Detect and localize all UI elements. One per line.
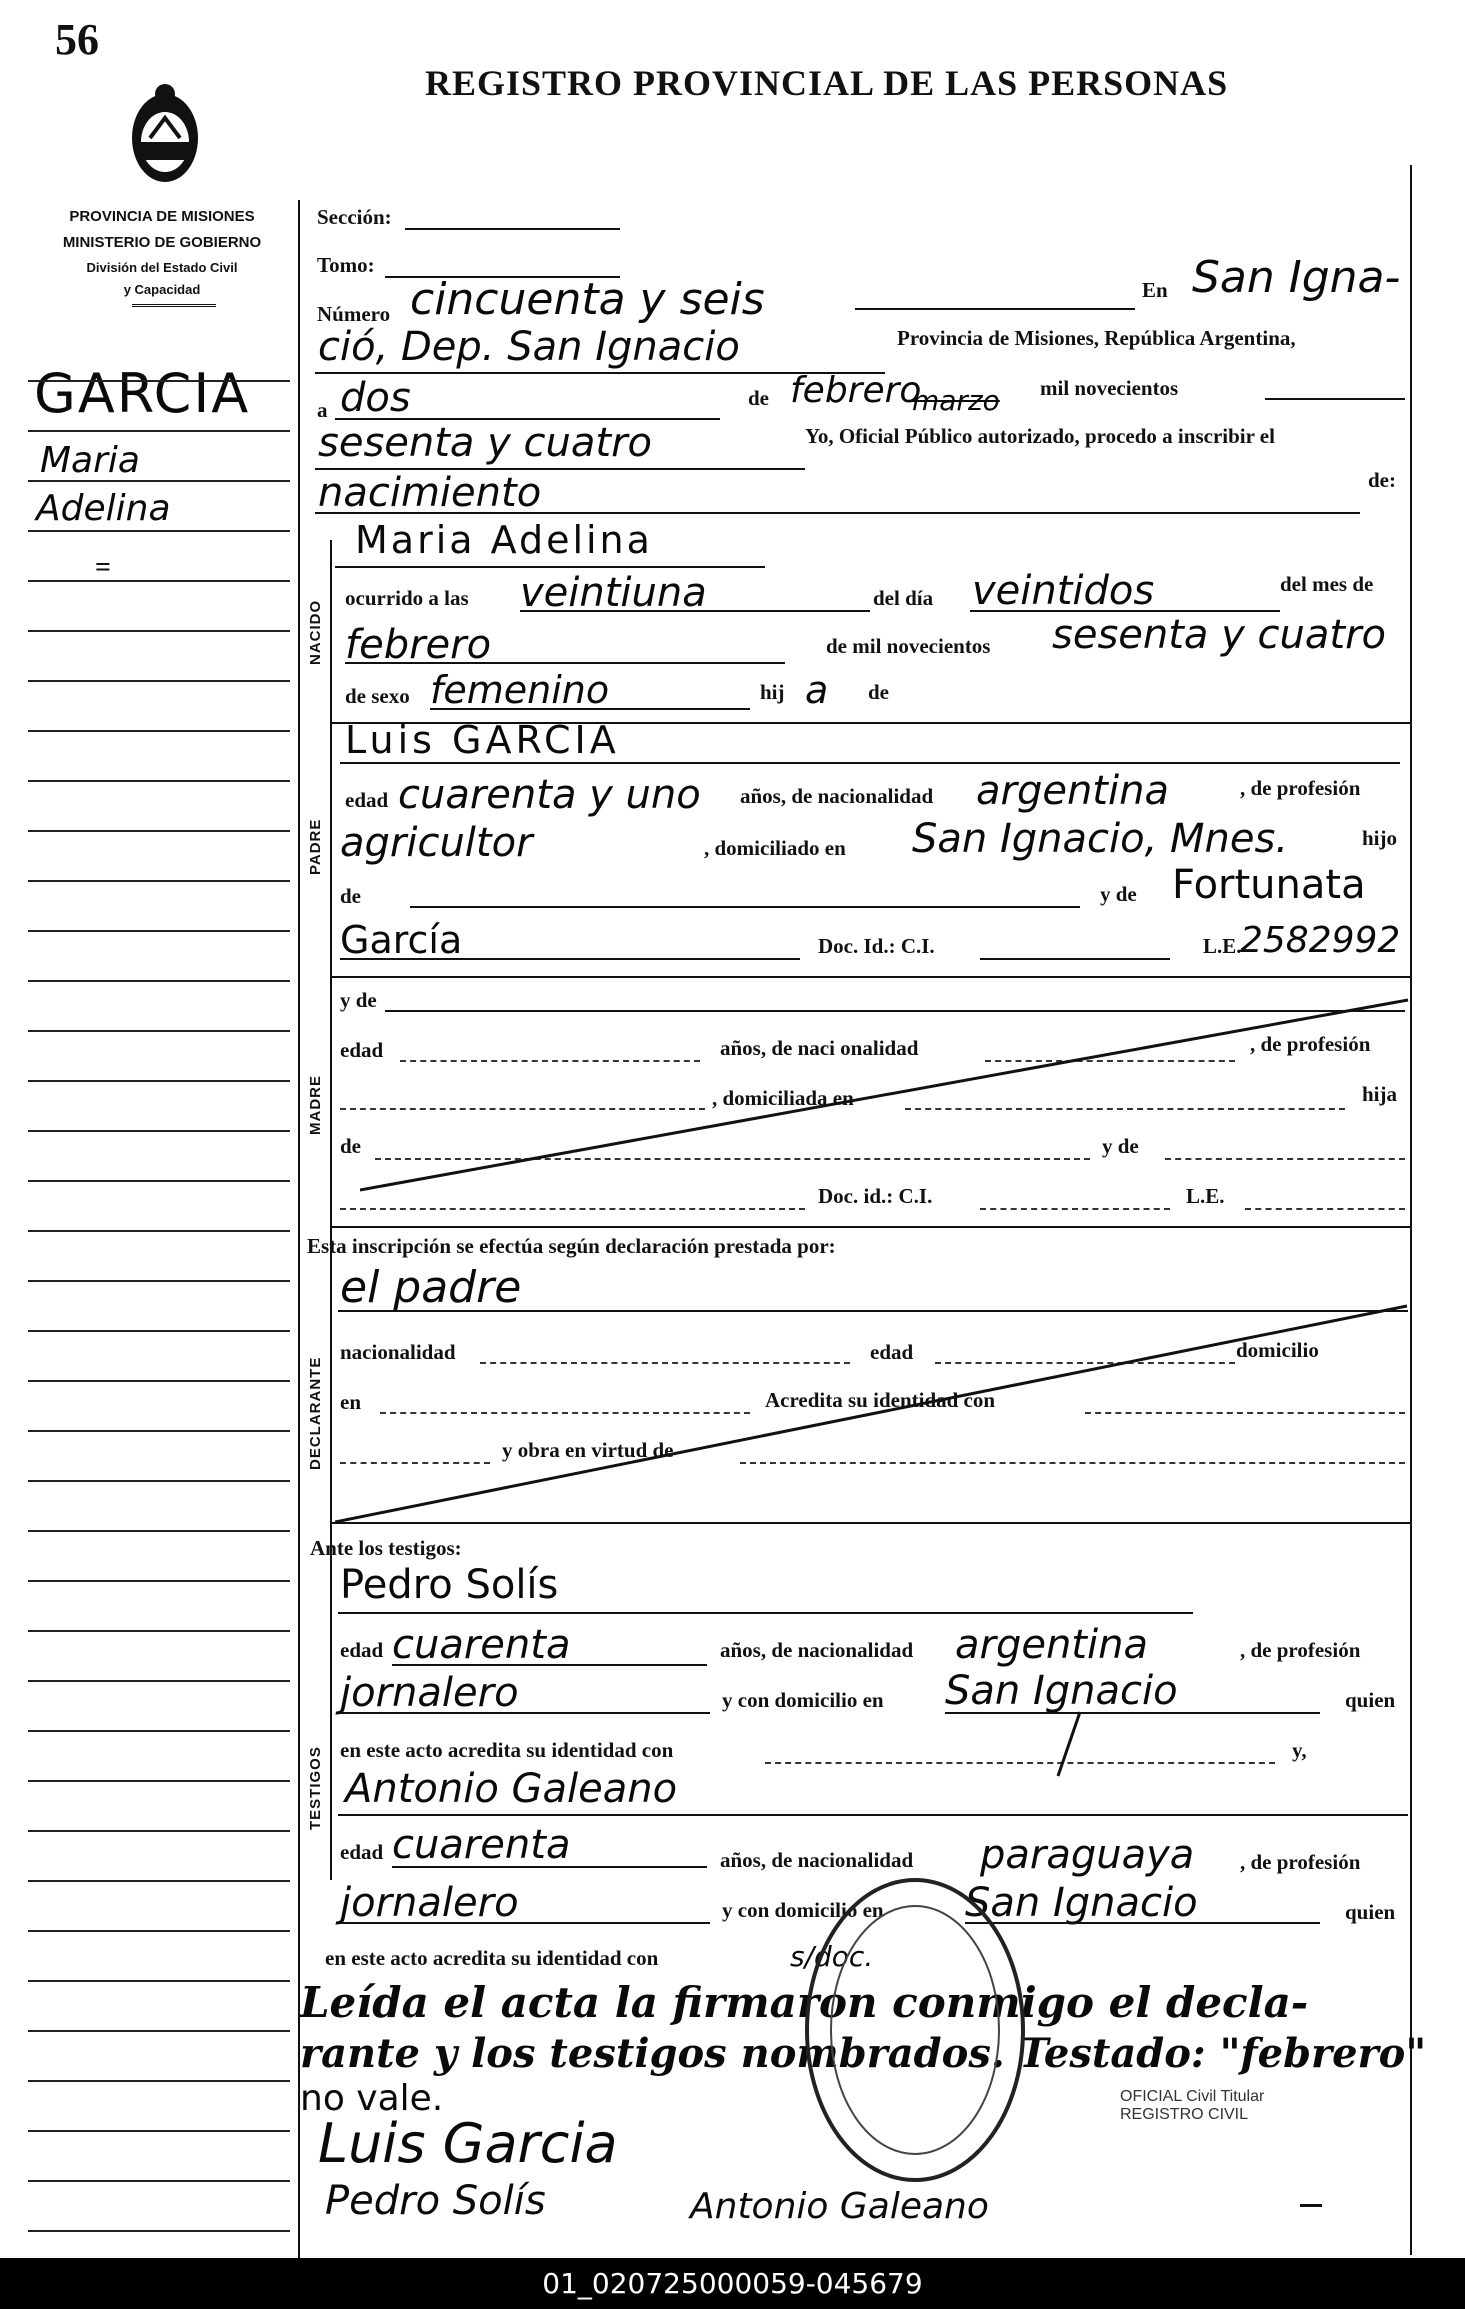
- declarante-section-label: DECLARANTE: [307, 1356, 324, 1470]
- page-number: 56: [55, 15, 99, 64]
- padre-anos-nac-label: años, de nacionalidad: [740, 784, 934, 808]
- de-mil-label: de mil novecientos: [826, 634, 991, 658]
- margin-ruled-line: [28, 1930, 290, 1932]
- padre-profesion-value: agricultor: [340, 820, 533, 866]
- t2-nac-value: paraguaya: [980, 1832, 1195, 1878]
- yo-text: Yo, Oficial Público autorizado, procedo a inscribir el: [805, 424, 1275, 448]
- margin-ruled-line: [28, 1980, 290, 1982]
- madre-extra-field[interactable]: [340, 1208, 805, 1210]
- signature-witness-1: Pedro Solís: [325, 2178, 546, 2224]
- act-line: [315, 512, 1360, 514]
- testigo2-name-line: [338, 1814, 1408, 1816]
- t1-edad-line: [392, 1664, 707, 1666]
- de-label: de: [748, 386, 769, 410]
- seccion-field[interactable]: [405, 228, 620, 230]
- margin-ruled-line: [28, 1630, 290, 1632]
- padre-le-label: L.E.: [1203, 934, 1242, 958]
- t1-acredita-field[interactable]: [765, 1762, 1275, 1764]
- margin-ruled-line: [28, 1380, 290, 1382]
- t2-edad-line: [392, 1866, 707, 1868]
- numero-value: cincuenta y seis: [410, 274, 765, 325]
- madre-anos-nac-label: años, de naci onalidad: [720, 1036, 919, 1060]
- margin-ruled-line: [28, 1480, 290, 1482]
- declarante-value: el padre: [340, 1262, 522, 1313]
- form-right-border: [1410, 165, 1412, 2255]
- t2-dom-value: San Ignacio: [965, 1880, 1198, 1926]
- t2-acredita-value: s/doc.: [790, 1940, 874, 1973]
- t1-nac-value: argentina: [955, 1622, 1148, 1668]
- margin-ruled-line: [28, 730, 290, 732]
- testigos-intro: Ante los testigos:: [310, 1536, 462, 1560]
- t2-prof-line: [340, 1922, 710, 1924]
- t1-quien-label: quien: [1345, 1688, 1396, 1712]
- org-province: PROVINCIA DE MISIONES: [69, 208, 255, 225]
- margin-ruled-line: [28, 1680, 290, 1682]
- margin-first-name: Maria: [40, 440, 140, 481]
- margin-ruled-line: [28, 1530, 290, 1532]
- t1-dom-line: [945, 1712, 1320, 1714]
- margin-ruled-line: [28, 880, 290, 882]
- t2-edad-label: edad: [340, 1840, 384, 1864]
- testigo1-name: Pedro Solís: [340, 1562, 559, 1608]
- declarante-en-label: en: [340, 1390, 361, 1414]
- padre-edad-value: cuarenta y uno: [398, 772, 701, 818]
- anio-value: sesenta y cuatro: [1052, 612, 1387, 658]
- declarante-acredita-label: Acredita su identidad con: [765, 1388, 996, 1412]
- sexo-label: de sexo: [345, 684, 410, 708]
- margin-ruled-line: [28, 1280, 290, 1282]
- form-left-border: [298, 200, 300, 2260]
- a-label: a: [317, 398, 328, 422]
- padre-ci-line: [980, 958, 1170, 960]
- t1-prof-line: [340, 1712, 710, 1714]
- margin-ruled-line: [28, 1730, 290, 1732]
- nacido-de-label: de: [868, 680, 889, 704]
- margin-ruled-line: [28, 2180, 290, 2182]
- margin-ruled-line: [28, 780, 290, 782]
- domiciliada-label: , domiciliada en: [712, 1086, 854, 1110]
- numero-label: Número: [317, 302, 391, 326]
- provincia-text: Provincia de Misiones, República Argentina,: [897, 326, 1296, 350]
- t1-edad-label: edad: [340, 1638, 384, 1662]
- numero-line: [855, 308, 1135, 310]
- official-stamp: [800, 1870, 1030, 2190]
- hijo-label: hijo: [1362, 826, 1398, 850]
- margin-mark: =: [95, 552, 111, 583]
- del-dia-label: del día: [873, 586, 934, 610]
- t1-acredita-label: en este acto acredita su identidad con: [340, 1738, 674, 1762]
- padre-mother-line: [340, 958, 800, 960]
- t2-acredita-label: en este acto acredita su identidad con: [325, 1946, 659, 1970]
- declarante-edad-label: edad: [870, 1340, 914, 1364]
- month-value: febrero: [790, 370, 922, 411]
- padre-section-label: PADRE: [307, 818, 324, 875]
- year-value: sesenta y cuatro: [318, 420, 653, 466]
- padre-name: Luis GARCIA: [345, 718, 620, 762]
- t2-prof-value: jornalero: [340, 1880, 519, 1926]
- hija-label: hija: [1362, 1082, 1398, 1106]
- margin-ruled-line: [28, 480, 290, 482]
- padre-y-de-label: y de: [1100, 882, 1137, 906]
- declarante-intro: Esta inscripción se efectúa según declaración prestada por:: [307, 1234, 836, 1258]
- t2-anos-nac-label: años, de nacionalidad: [720, 1848, 914, 1872]
- margin-ruled-line: [28, 530, 290, 532]
- padre-domicilio-value: San Ignacio, Mnes.: [912, 816, 1289, 862]
- margin-ruled-line: [28, 2080, 290, 2082]
- declarante-obra-label: y obra en virtud de: [502, 1438, 674, 1462]
- month-struck: marzo: [912, 384, 1000, 417]
- t1-y-label: y,: [1292, 1738, 1307, 1762]
- margin-ruled-line: [28, 2130, 290, 2132]
- madre-le-label: L.E.: [1186, 1184, 1225, 1208]
- margin-ruled-line: [28, 1780, 290, 1782]
- padre-edad-label: edad: [345, 788, 389, 812]
- margin-ruled-line: [28, 930, 290, 932]
- sexo-value: femenino: [430, 668, 610, 712]
- testigo2-name: Antonio Galeano: [345, 1766, 678, 1812]
- madre-doc-label: Doc. id.: C.I.: [818, 1184, 933, 1208]
- en-value: San Igna-: [1192, 252, 1401, 303]
- margin-ruled-line: [28, 1080, 290, 1082]
- nacido-section-label: NACIDO: [307, 599, 324, 665]
- seccion-label: Sección:: [317, 205, 392, 229]
- margin-ruled-line: [28, 1130, 290, 1132]
- padre-profesion-label: , de profesión: [1240, 776, 1361, 800]
- hij-value: a: [805, 668, 829, 712]
- madre-ci-field[interactable]: [980, 1208, 1170, 1210]
- t1-anos-nac-label: años, de nacionalidad: [720, 1638, 914, 1662]
- madre-y-de-label: y de: [340, 988, 377, 1012]
- padre-mother-value: Fortunata: [1172, 862, 1366, 908]
- mes-value: febrero: [345, 622, 492, 668]
- footer-code-bar: 01_020725000059-045679: [0, 2258, 1465, 2309]
- signature-witness-2: Antonio Galeano: [690, 2186, 989, 2227]
- margin-ruled-line: [28, 680, 290, 682]
- nacido-name: Maria Adelina: [355, 518, 653, 562]
- de-colon-label: de:: [1368, 468, 1396, 492]
- margin-ruled-line: [28, 1580, 290, 1582]
- margin-ruled-line: [28, 980, 290, 982]
- t1-profesion-label: , de profesión: [1240, 1638, 1361, 1662]
- margin-ruled-line: [28, 1030, 290, 1032]
- a-value: dos: [340, 375, 411, 421]
- testigos-section-label: TESTIGOS: [307, 1746, 324, 1830]
- org-underline: [132, 304, 216, 307]
- margin-ruled-line: [28, 1180, 290, 1182]
- place-value: ció, Dep. San Ignacio: [318, 324, 740, 370]
- org-ministry: MINISTERIO DE GOBIERNO: [62, 234, 262, 251]
- padre-madre-divider: [330, 976, 1410, 978]
- padre-doc-label: Doc. Id.: C.I.: [818, 934, 935, 958]
- margin-ruled-line: [28, 2230, 290, 2232]
- t2-edad-value: cuarenta: [392, 1822, 571, 1868]
- org-division-2: y Capacidad: [123, 282, 201, 297]
- nacido-name-line: [335, 566, 765, 568]
- margin-ruled-line: [28, 1230, 290, 1232]
- mil-line: [1265, 398, 1405, 400]
- closing-line-3: no vale.: [300, 2078, 444, 2119]
- page-title: REGISTRO PROVINCIAL DE LAS PERSONAS: [425, 63, 1229, 103]
- hora-value: veintiuna: [520, 570, 707, 616]
- padre-nac-value: argentina: [976, 768, 1169, 814]
- margin-ruled-line: [28, 830, 290, 832]
- end-dash: [1300, 2204, 1322, 2207]
- margin-ruled-line: [28, 630, 290, 632]
- del-mes-label: del mes de: [1280, 572, 1374, 596]
- t1-prof-value: jornalero: [340, 1670, 519, 1716]
- mes-line: [345, 662, 785, 664]
- dia-value: veintidos: [972, 568, 1155, 614]
- domiciliado-label: , domiciliado en: [704, 836, 846, 860]
- sexo-line: [430, 708, 750, 710]
- declarante-testigos-divider: [330, 1522, 1410, 1524]
- stamp-text: OFICIAL Civil Titular REGISTRO CIVIL: [1120, 2088, 1265, 2123]
- margin-ruled-line: [28, 1330, 290, 1332]
- hora-line: [520, 610, 870, 612]
- margin-second-name: Adelina: [36, 488, 171, 529]
- margin-ruled-line: [28, 580, 290, 582]
- margin-ruled-line: [28, 380, 290, 382]
- madre-declarante-divider: [330, 1226, 1410, 1228]
- section-inner-border: [330, 540, 332, 1880]
- testigo1-name-line: [338, 1612, 1193, 1614]
- padre-le-value: 2582992: [1240, 920, 1401, 961]
- madre-profesion-label: , de profesión: [1250, 1032, 1371, 1056]
- t2-profesion-label: , de profesión: [1240, 1850, 1361, 1874]
- margin-surname: GARCIA: [34, 362, 251, 425]
- t1-dom-value: San Ignacio: [945, 1668, 1178, 1714]
- padre-de-label: de: [340, 884, 361, 908]
- hij-label: hij: [760, 680, 785, 704]
- org-division: División del Estado Civil: [86, 260, 238, 275]
- padre-mother-surname: García: [340, 918, 463, 962]
- madre-edad-label: edad: [340, 1038, 384, 1062]
- coat-of-arms-emblem: [120, 78, 210, 193]
- margin-ruled-line: [28, 1830, 290, 1832]
- declarante-strike-line: [335, 1300, 1410, 1530]
- margin-ruled-line: [28, 430, 290, 432]
- t1-acredita-slash: [1050, 1710, 1090, 1780]
- madre-y-de2-label: y de: [1102, 1134, 1139, 1158]
- closing-line-1: Leída el acta la firmaron conmigo el decla-: [300, 1978, 1309, 2027]
- t1-edad-value: cuarenta: [392, 1622, 571, 1668]
- margin-ruled-line: [28, 2030, 290, 2032]
- act-value: nacimiento: [318, 470, 542, 516]
- declarante-nac-label: nacionalidad: [340, 1340, 456, 1364]
- mil-novecientos-label: mil novecientos: [1040, 376, 1179, 400]
- en-label: En: [1142, 278, 1168, 302]
- padre-parents-line: [410, 906, 1080, 908]
- declarante-domicilio-label: domicilio: [1236, 1338, 1319, 1362]
- signature-father: Luis Garcia: [318, 2112, 618, 2175]
- ocurrido-label: ocurrido a las: [345, 586, 469, 610]
- padre-name-line: [340, 762, 1400, 764]
- madre-le-field[interactable]: [1245, 1208, 1405, 1210]
- t2-quien-label: quien: [1345, 1900, 1396, 1924]
- madre-section-label: MADRE: [307, 1075, 324, 1135]
- margin-ruled-line: [28, 1880, 290, 1882]
- madre-de-label: de: [340, 1134, 361, 1158]
- madre-strike-line: [360, 995, 1410, 1195]
- margin-ruled-line: [28, 1430, 290, 1432]
- t2-domicilio-label: y con domicilio en: [722, 1898, 884, 1922]
- tomo-label: Tomo:: [317, 253, 375, 277]
- closing-line-2: rante y los testigos nombrados. Testado: "febrero": [300, 2030, 1427, 2077]
- t1-domicilio-label: y con domicilio en: [722, 1688, 884, 1712]
